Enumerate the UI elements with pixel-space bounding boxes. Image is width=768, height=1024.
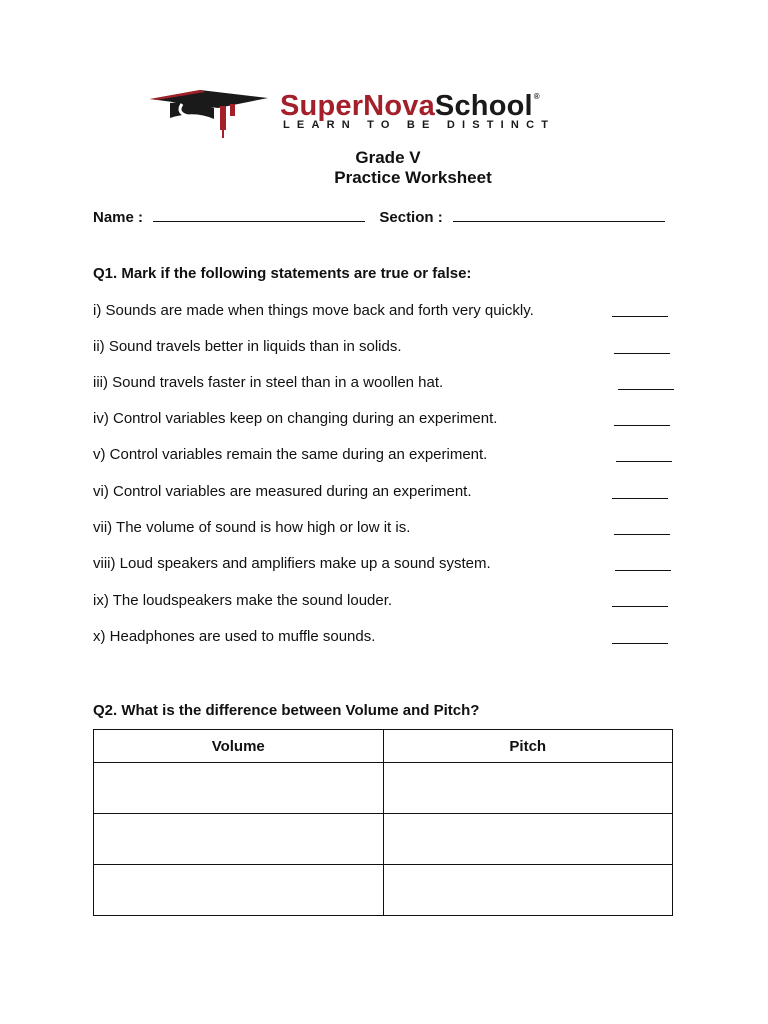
answer-blank-10[interactable] xyxy=(612,643,668,644)
pitch-column-header: Pitch xyxy=(383,730,673,763)
brand-tagline: LEARN TO BE DISTINCT xyxy=(283,119,556,131)
name-section-row xyxy=(93,207,665,226)
answer-blank-9[interactable] xyxy=(612,606,668,607)
section-field[interactable] xyxy=(453,207,665,222)
answer-blank-3[interactable] xyxy=(618,389,674,390)
statement-4: iv) Control variables keep on changing during an experiment. xyxy=(93,410,498,427)
volume-answer-cell[interactable] xyxy=(94,865,384,916)
answer-blank-1[interactable] xyxy=(612,316,668,317)
table-row xyxy=(94,763,673,814)
volume-column-header: Volume xyxy=(94,730,384,763)
statement-7: vii) The volume of sound is how high or low it is. xyxy=(93,519,411,536)
grade-title: Grade V xyxy=(355,148,421,167)
graduation-cap-logo-icon xyxy=(148,86,270,142)
statement-9: ix) The loudspeakers make the sound louder. xyxy=(93,592,393,609)
table-header-row xyxy=(94,730,673,763)
statement-3: iii) Sound travels faster in steel than in a woollen hat. xyxy=(93,374,444,391)
worksheet-title: Practice Worksheet xyxy=(334,168,492,187)
table-row xyxy=(94,865,673,916)
section-label: Section : xyxy=(379,209,443,226)
pitch-answer-cell[interactable] xyxy=(383,763,673,814)
answer-blank-6[interactable] xyxy=(612,498,668,499)
pitch-answer-cell[interactable] xyxy=(383,865,673,916)
answer-blank-8[interactable] xyxy=(615,570,671,571)
brand-name-part1: SuperNova xyxy=(280,90,435,122)
volume-pitch-table xyxy=(93,729,673,916)
volume-answer-cell[interactable] xyxy=(94,814,384,865)
volume-answer-cell[interactable] xyxy=(94,763,384,814)
statement-5: v) Control variables remain the same during an experiment. xyxy=(93,446,488,463)
answer-blank-7[interactable] xyxy=(614,534,670,535)
question-2-heading: Q2. What is the difference between Volume and Pitch? xyxy=(93,702,480,719)
statement-10: x) Headphones are used to muffle sounds. xyxy=(93,628,376,645)
statement-6: vi) Control variables are measured during an experiment. xyxy=(93,483,472,500)
answer-blank-5[interactable] xyxy=(616,461,672,462)
pitch-answer-cell[interactable] xyxy=(383,814,673,865)
name-label: Name : xyxy=(93,209,144,226)
answer-blank-2[interactable] xyxy=(614,353,670,354)
school-logo xyxy=(148,86,628,142)
table-row xyxy=(94,814,673,865)
registered-mark: ® xyxy=(533,92,540,101)
statement-2: ii) Sound travels better in liquids than in solids. xyxy=(93,338,402,355)
statement-8: viii) Loud speakers and amplifiers make up a sound system. xyxy=(93,555,491,572)
brand-name-part2: School xyxy=(434,90,533,122)
answer-blank-4[interactable] xyxy=(614,425,670,426)
question-1-heading: Q1. Mark if the following statements are true or false: xyxy=(93,265,472,282)
name-field[interactable] xyxy=(153,207,365,222)
statement-1: i) Sounds are made when things move back and forth very quickly. xyxy=(93,302,534,319)
